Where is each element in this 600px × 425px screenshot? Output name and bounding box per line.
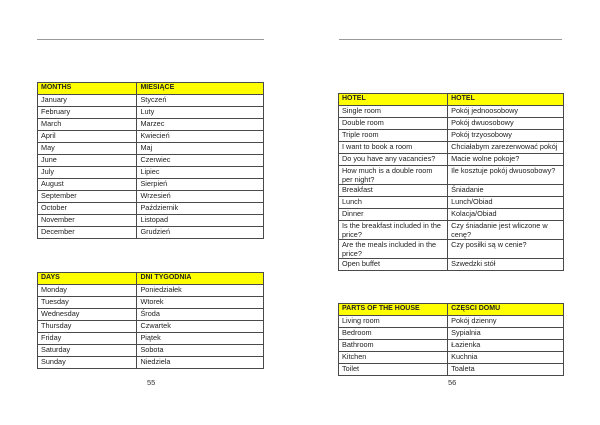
table-row	[339, 352, 564, 364]
table-row	[339, 316, 564, 328]
english-term: May	[38, 143, 137, 155]
table-row	[38, 215, 264, 227]
polish-term: Maj	[137, 143, 264, 155]
english-term: Friday	[38, 333, 137, 345]
english-term: Is the breakfast included in the price?	[339, 221, 448, 240]
table-header-row	[38, 273, 264, 285]
english-term: Do you have any vacancies?	[339, 154, 448, 166]
polish-term: Sobota	[137, 345, 264, 357]
english-term: Single room	[339, 106, 448, 118]
polish-term: Październik	[137, 203, 264, 215]
table-row	[339, 106, 564, 118]
polish-term: Czy posiłki są w cenie?	[448, 240, 564, 259]
column-header: MONTHS	[38, 83, 137, 95]
column-header: CZĘŚCI DOMU	[448, 304, 564, 316]
column-header: DAYS	[38, 273, 137, 285]
polish-term: Wrzesień	[137, 191, 264, 203]
table-row	[339, 259, 564, 271]
days-table	[37, 272, 264, 369]
polish-term: Sypialnia	[448, 328, 564, 340]
polish-term: Środa	[137, 309, 264, 321]
table-row	[38, 227, 264, 239]
english-term: Sunday	[38, 357, 137, 369]
polish-term: Lipiec	[137, 167, 264, 179]
english-term: Bathroom	[339, 340, 448, 352]
table-row	[38, 321, 264, 333]
page-number: 55	[147, 378, 156, 387]
column-header: MIESIĄCE	[137, 83, 264, 95]
english-term: Dinner	[339, 209, 448, 221]
polish-term: Czerwiec	[137, 155, 264, 167]
polish-term: Czy śniadanie jest wliczone w cenę?	[448, 221, 564, 240]
polish-term: Pokój dzienny	[448, 316, 564, 328]
english-term: December	[38, 227, 137, 239]
polish-term: Kwiecień	[137, 131, 264, 143]
table-row	[339, 364, 564, 376]
english-term: Wednesday	[38, 309, 137, 321]
english-term: July	[38, 167, 137, 179]
polish-term: Kolacja/Obiad	[448, 209, 564, 221]
polish-term: Pokój dwuosobowy	[448, 118, 564, 130]
table-row	[339, 142, 564, 154]
english-term: October	[38, 203, 137, 215]
english-term: Tuesday	[38, 297, 137, 309]
english-term: Are the meals included in the price?	[339, 240, 448, 259]
table-row	[38, 167, 264, 179]
polish-term: Luty	[137, 107, 264, 119]
english-term: How much is a double room per night?	[339, 166, 448, 185]
polish-term: Śniadanie	[448, 185, 564, 197]
table-row	[339, 118, 564, 130]
english-term: April	[38, 131, 137, 143]
english-term: September	[38, 191, 137, 203]
page-number: 56	[448, 378, 457, 387]
polish-term: Kuchnia	[448, 352, 564, 364]
table-row	[339, 240, 564, 259]
english-term: Bedroom	[339, 328, 448, 340]
polish-term: Macie wolne pokoje?	[448, 154, 564, 166]
table-header-row	[339, 94, 564, 106]
table-row	[38, 179, 264, 191]
table-row	[339, 340, 564, 352]
polish-term: Ile kosztuje pokój dwuosobowy?	[448, 166, 564, 185]
table-row	[38, 119, 264, 131]
table-row	[339, 197, 564, 209]
parts-of-house-table	[338, 303, 564, 376]
polish-term: Pokój trzyosobowy	[448, 130, 564, 142]
header-rule	[37, 39, 264, 40]
table-row	[38, 333, 264, 345]
english-term: Double room	[339, 118, 448, 130]
english-term: Open buffet	[339, 259, 448, 271]
table-row	[339, 209, 564, 221]
table-row	[38, 345, 264, 357]
table-row	[38, 297, 264, 309]
english-term: January	[38, 95, 137, 107]
table-row	[339, 166, 564, 185]
polish-term: Poniedziałek	[137, 285, 264, 297]
english-term: Kitchen	[339, 352, 448, 364]
table-row	[339, 154, 564, 166]
english-term: Triple room	[339, 130, 448, 142]
column-header: PARTS OF THE HOUSE	[339, 304, 448, 316]
polish-term: Styczeń	[137, 95, 264, 107]
table-row	[38, 107, 264, 119]
column-header: DNI TYGODNIA	[137, 273, 264, 285]
polish-term: Listopad	[137, 215, 264, 227]
english-term: March	[38, 119, 137, 131]
table-row	[339, 185, 564, 197]
english-term: I want to book a room	[339, 142, 448, 154]
english-term: Saturday	[38, 345, 137, 357]
english-term: Lunch	[339, 197, 448, 209]
polish-term: Marzec	[137, 119, 264, 131]
polish-term: Niedziela	[137, 357, 264, 369]
polish-term: Piątek	[137, 333, 264, 345]
header-rule	[339, 39, 562, 40]
english-term: February	[38, 107, 137, 119]
polish-term: Czwartek	[137, 321, 264, 333]
polish-term: Pokój jednoosobowy	[448, 106, 564, 118]
english-term: Monday	[38, 285, 137, 297]
table-row	[38, 143, 264, 155]
table-row	[38, 131, 264, 143]
column-header: HOTEL	[339, 94, 448, 106]
page-right	[300, 0, 600, 425]
polish-term: Toaleta	[448, 364, 564, 376]
table-row	[38, 285, 264, 297]
hotel-table	[338, 93, 564, 271]
table-row	[38, 95, 264, 107]
polish-term: Lunch/Obiad	[448, 197, 564, 209]
english-term: Toilet	[339, 364, 448, 376]
english-term: August	[38, 179, 137, 191]
english-term: June	[38, 155, 137, 167]
months-table	[37, 82, 264, 239]
table-row	[38, 203, 264, 215]
polish-term: Sierpień	[137, 179, 264, 191]
table-row	[38, 191, 264, 203]
table-row	[38, 357, 264, 369]
polish-term: Łazienka	[448, 340, 564, 352]
table-row	[339, 221, 564, 240]
table-row	[38, 155, 264, 167]
english-term: Thursday	[38, 321, 137, 333]
table-row	[38, 309, 264, 321]
polish-term: Chciałabym zarezerwować pokój	[448, 142, 564, 154]
table-header-row	[339, 304, 564, 316]
table-header-row	[38, 83, 264, 95]
english-term: Breakfast	[339, 185, 448, 197]
polish-term: Szwedzki stół	[448, 259, 564, 271]
table-row	[339, 328, 564, 340]
polish-term: Grudzień	[137, 227, 264, 239]
table-row	[339, 130, 564, 142]
column-header: HOTEL	[448, 94, 564, 106]
english-term: Living room	[339, 316, 448, 328]
polish-term: Wtorek	[137, 297, 264, 309]
english-term: November	[38, 215, 137, 227]
